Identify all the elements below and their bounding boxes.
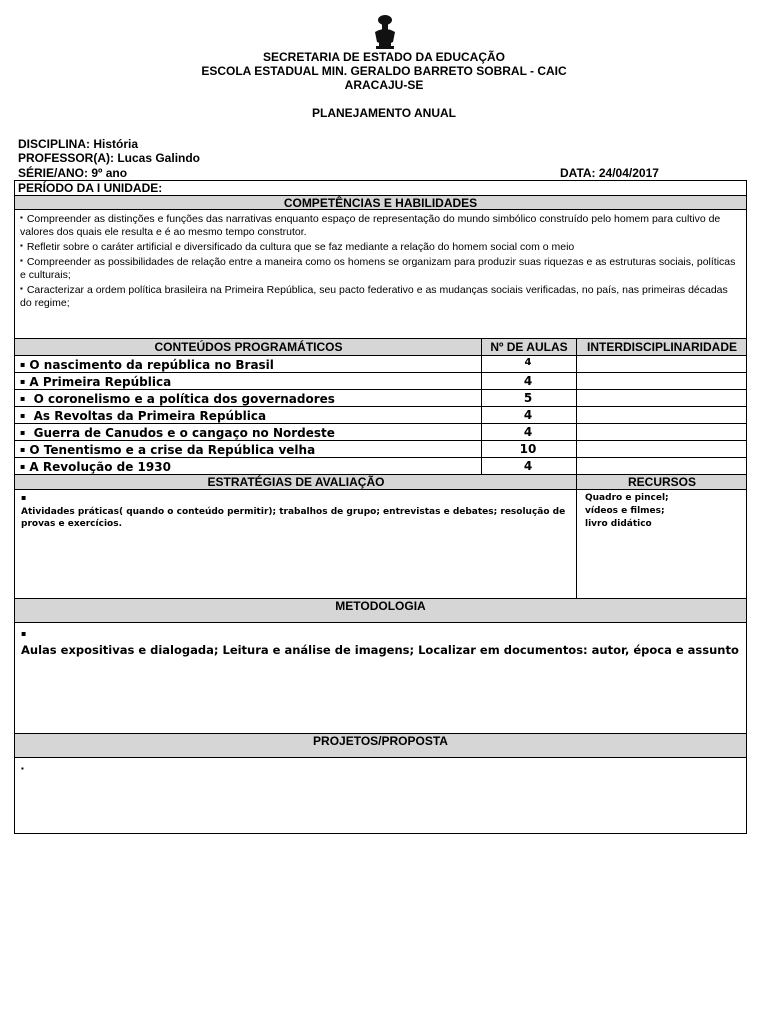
table-row [14,407,747,424]
state-emblem-icon [370,14,400,50]
periodo-label: PERÍODO DA I UNIDADE: [18,181,163,195]
column-divider [576,338,577,475]
competencia-item: ▪ Refletir sobre o caráter artificial e diversificado da cultura que se faz mediante a relação do homem social com o meio [20,241,575,253]
interdisciplinaridade-header: INTERDISCIPLINARIDADE [586,340,737,354]
disciplina-label: DISCIPLINA: História [18,137,139,151]
competencias-header: COMPETÊNCIAS E HABILIDADES [14,195,747,210]
table-row [14,373,747,390]
metodologia-text: Aulas expositivas e dialogada; Leitura e análise de imagens; Localizar em documentos: autor, época e assunto [21,643,739,657]
projetos-content: ▪ [21,764,24,773]
avaliacao-header: ESTRATÉGIAS DE AVALIAÇÃO [207,475,385,489]
table-row [14,356,747,373]
competencias-list [20,211,740,310]
topic-cell: ▪ As Revoltas da Primeira República [20,409,267,423]
topic-cell: ▪ Guerra de Canudos e o cangaço no Nordeste [20,426,335,440]
topic-cell: ▪ O nascimento da república no Brasil [20,358,274,372]
header-line-3: ARACAJU-SE [344,78,424,92]
avaliacao-text: Atividades práticas( quando o conteúdo permitir); trabalhos de grupo; entrevistas e debates; resolução de provas e exercícios. [21,507,566,529]
metodologia-content: ▪ Aulas expositivas e dialogada; Leitura e análise de imagens; Localizar em documentos: autor, época e assunto [21,626,741,658]
aulas-header: Nº DE AULAS [490,340,568,354]
table-row [14,390,747,407]
avaliacao-content: ▪ Atividades práticas( quando o conteúdo permitir); trabalhos de grupo; entrevistas e debates; resolução de provas e exercícios. [21,492,571,530]
aulas-cell: 5 [523,391,533,405]
aulas-cell: 4 [523,459,533,473]
aulas-cell: 4 [523,374,533,388]
aulas-cell: 10 [519,442,537,456]
aulas-cell: 4 [524,357,532,368]
header-line-2: ESCOLA ESTADUAL MIN. GERALDO BARRETO SOBRAL - CAIC [201,64,567,78]
aulas-cell: 4 [523,408,533,422]
professor-label: PROFESSOR(A): Lucas Galindo [18,151,201,165]
conteudos-header-row [14,338,747,356]
conteudos-header: CONTEÚDOS PROGRAMÁTICOS [154,340,343,354]
topic-cell: ▪ O Tenentismo e a crise da República velha [20,443,316,457]
projetos-header: PROJETOS/PROPOSTA [14,733,747,758]
recursos-list [585,492,743,531]
competencia-item: ▪ Compreender as distinções e funções das narrativas enquanto espaço de representação do mundo simbólico construído pelo homem para cultivo de valores dos quais ele resulta e é ao mesmo tempo construtor. [20,213,721,238]
aulas-cell: 4 [523,425,533,439]
document-title: PLANEJAMENTO ANUAL [311,106,456,120]
serie-label: SÉRIE/ANO: 9º ano [18,166,128,180]
topic-cell: ▪ A Primeira República [20,375,172,389]
recurso-item: livro didático [585,519,652,529]
table-row [14,424,747,441]
competencia-item: ▪ Caracterizar a ordem política brasileira na Primeira República, seu pacto federativo e as mudanças sociais verificadas, no país, nas primeiras décadas do regime; [20,284,728,309]
avaliacao-header-row [14,474,747,490]
competencia-item: ▪ Compreender as possibilidades de relação entre a maneira como os homens se organizam para produzir suas riquezas e as estruturas sociais, políticas e culturais; [20,256,736,281]
recurso-item: Quadro e pincel; [585,493,669,503]
recursos-header: RECURSOS [627,475,696,489]
table-row [14,458,747,475]
table-row [14,441,747,458]
topic-cell: ▪ A Revolução de 1930 [20,460,171,474]
recurso-item: vídeos e filmes; [585,506,665,516]
column-divider [481,338,482,475]
column-divider [576,474,577,599]
topic-cell: ▪ O coronelismo e a política dos governadores [20,392,335,406]
date-label: DATA: 24/04/2017 [560,166,659,180]
header-line-1: SECRETARIA DE ESTADO DA EDUCAÇÃO [262,50,505,64]
metodologia-header: METODOLOGIA [14,598,747,623]
